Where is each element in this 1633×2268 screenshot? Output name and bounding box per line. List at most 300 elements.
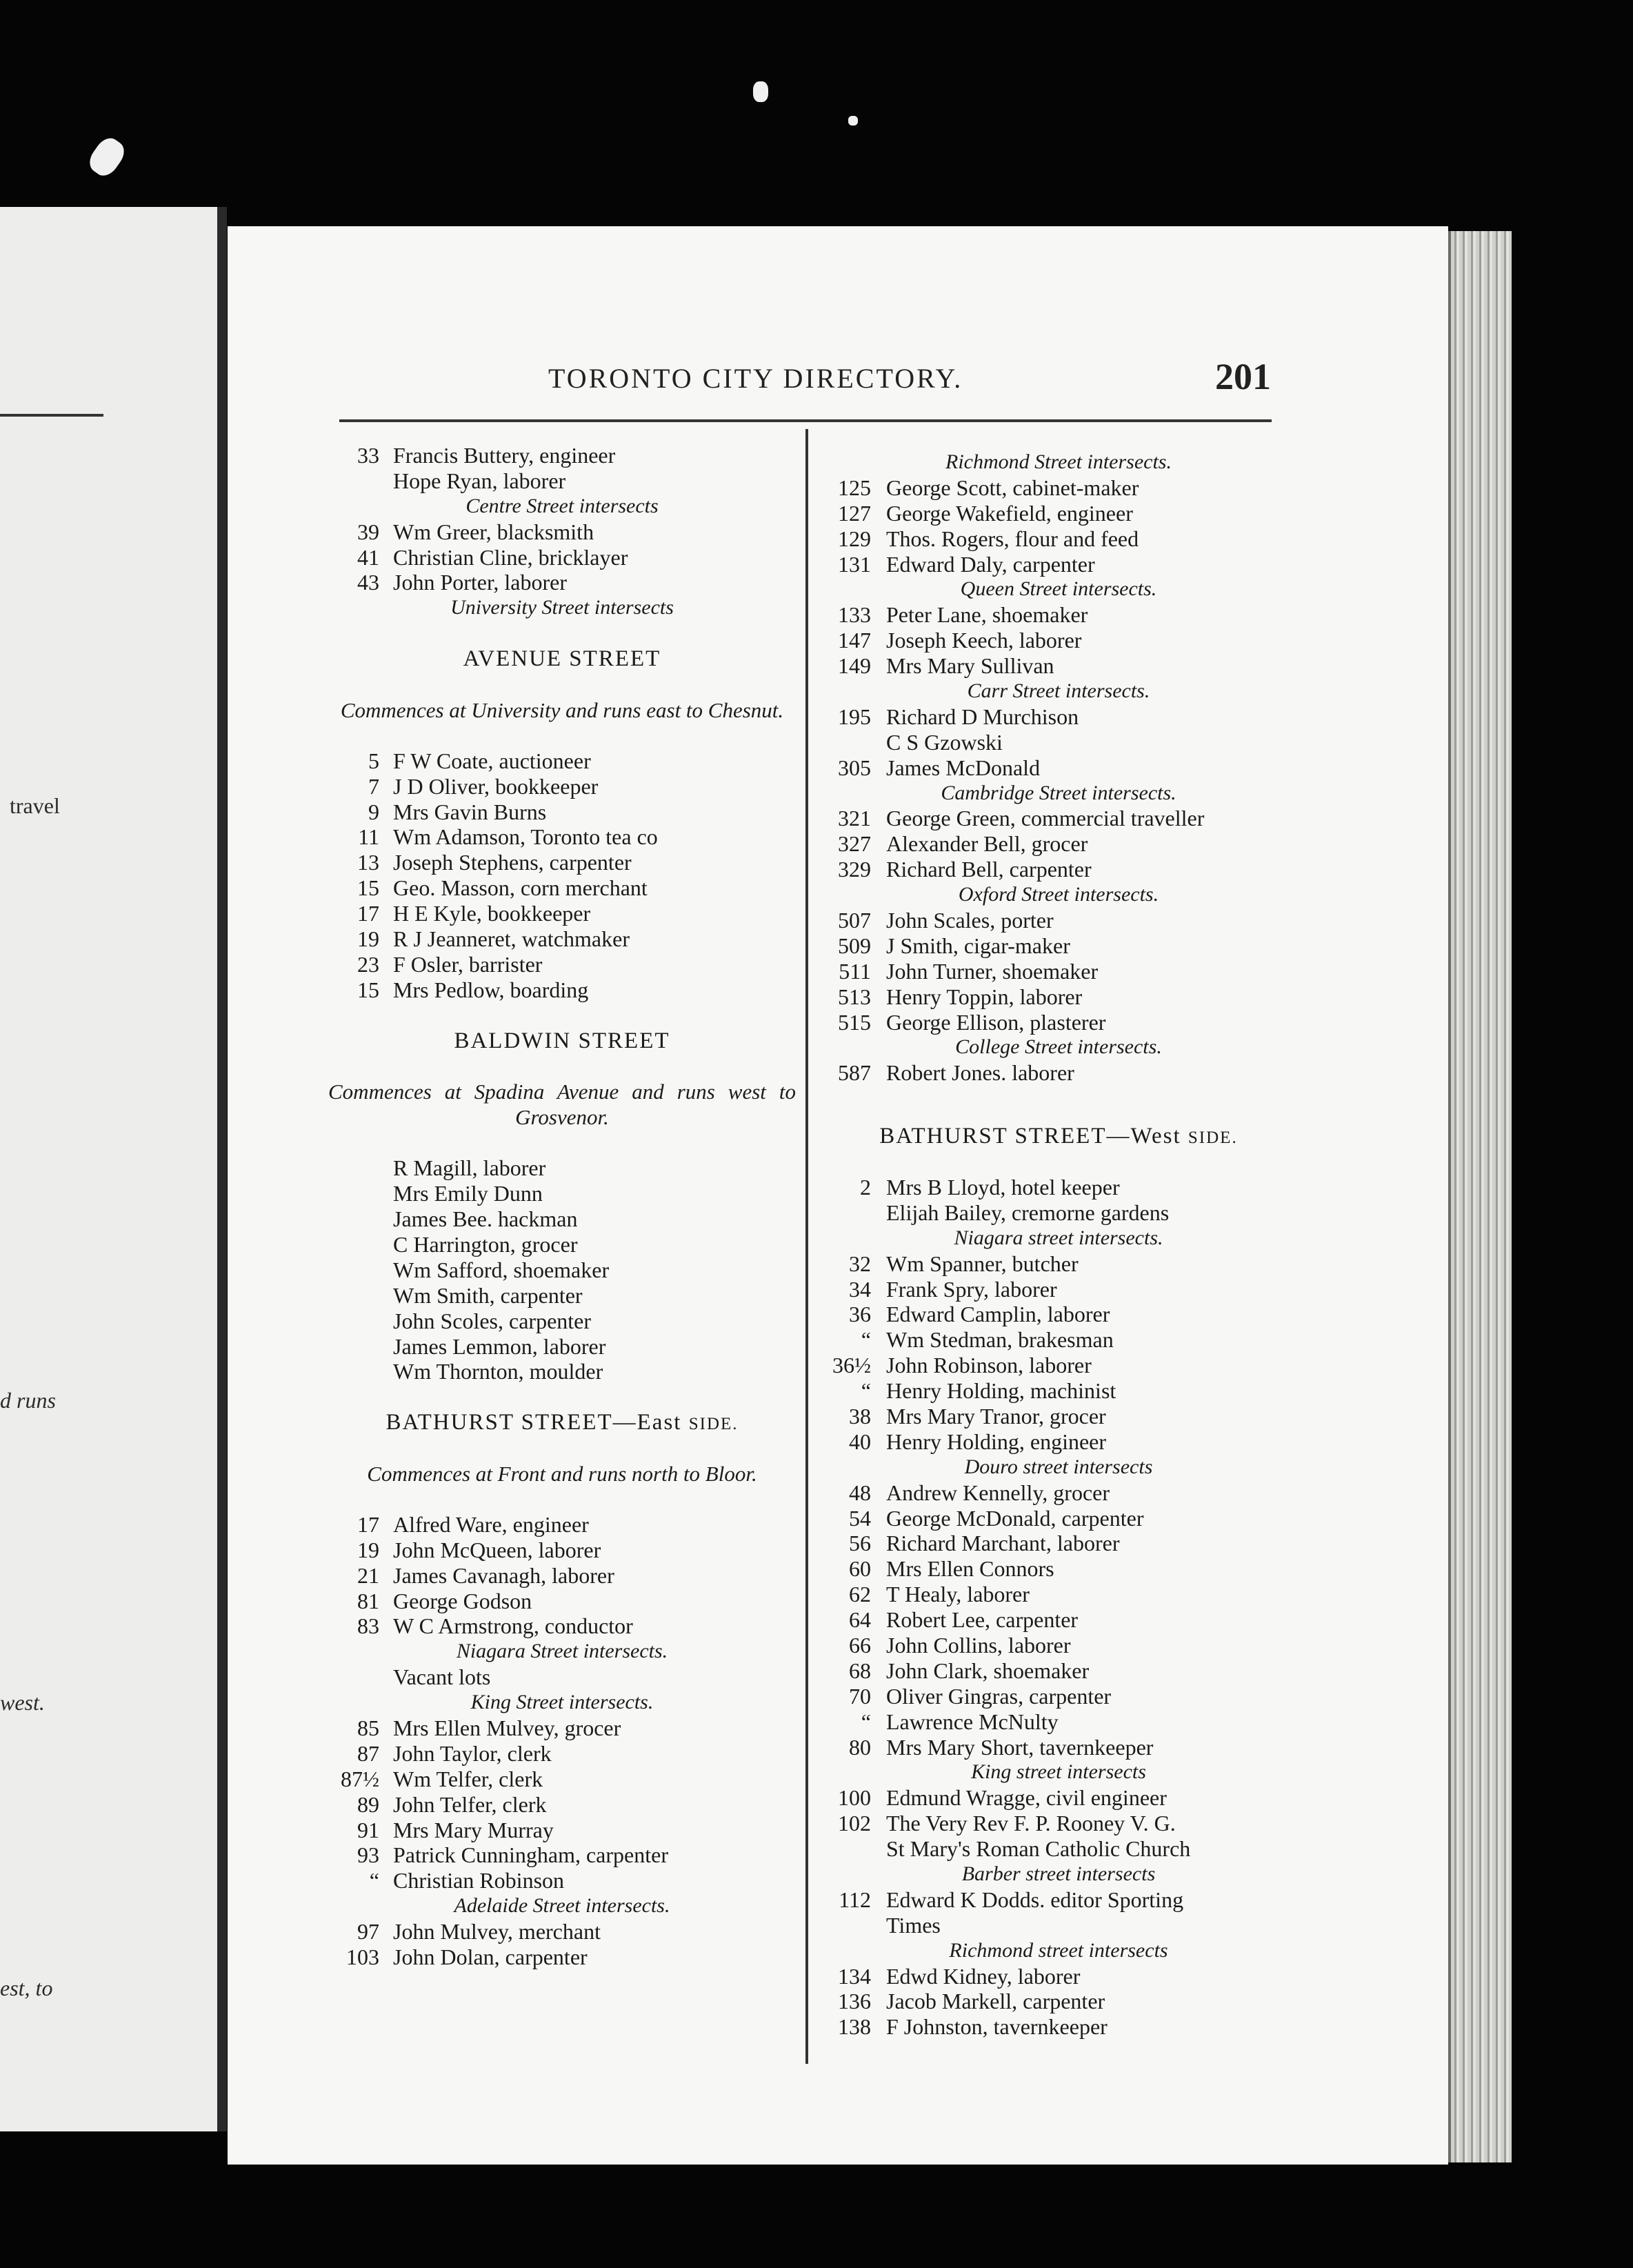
resident-name: George Godson <box>393 1588 532 1613</box>
directory-entry <box>817 1378 1300 1404</box>
house-number: 305 <box>838 755 871 780</box>
resident-name: Christian Robinson <box>393 1868 565 1893</box>
street-description: Commences at Spadina Avenue and runs west to Grosvenor. <box>328 1080 796 1130</box>
house-number: 40 <box>849 1429 871 1454</box>
house-number: 23 <box>357 951 379 977</box>
resident-name: Elijah Bailey, cremorne gardens <box>886 1200 1170 1225</box>
resident-name: Hope Ryan, laborer <box>393 468 566 493</box>
directory-entry <box>324 1767 800 1792</box>
resident-name: C S Gzowski <box>886 729 1003 755</box>
directory-entry <box>324 519 800 545</box>
house-number: 147 <box>838 628 871 653</box>
spacer <box>324 1130 800 1155</box>
directory-entry <box>817 933 1300 959</box>
resident-name: John McQueen, laborer <box>393 1537 601 1562</box>
house-number: 136 <box>838 1989 871 2014</box>
house-number: 327 <box>838 831 871 857</box>
resident-name: Mrs Mary Tranor, grocer <box>886 1403 1106 1429</box>
house-number: 33 <box>357 443 379 468</box>
intersection-note: Barber street intersects <box>961 1862 1156 1885</box>
directory-entry <box>324 1155 800 1181</box>
resident-name: F W Coate, auctioneer <box>393 748 591 773</box>
intersection-note: King street intersects <box>971 1760 1146 1784</box>
directory-entry <box>324 1181 800 1206</box>
resident-name: Times <box>886 1912 941 1938</box>
resident-name: George Scott, cabinet-maker <box>886 475 1139 500</box>
resident-name: H E Kyle, bookkeeper <box>393 901 591 926</box>
house-number: 83 <box>357 1613 379 1639</box>
directory-entry <box>324 1792 800 1818</box>
house-number: “ <box>369 1868 379 1893</box>
directory-entry <box>817 552 1300 577</box>
house-number: 511 <box>839 958 871 984</box>
directory-entry <box>324 1512 800 1538</box>
house-number: 149 <box>838 653 871 679</box>
resident-name: George Green, commercial traveller <box>886 806 1205 831</box>
house-number: 93 <box>357 1842 379 1868</box>
resident-name: John Taylor, clerk <box>393 1740 552 1766</box>
resident-name: The Very Rev F. P. Rooney V. G. <box>886 1811 1176 1836</box>
house-number: 36 <box>849 1302 871 1327</box>
resident-name: John Porter, laborer <box>393 570 567 595</box>
house-number: 70 <box>849 1683 871 1709</box>
intersection-note: Richmond street intersects <box>949 1938 1168 1962</box>
resident-name: Alfred Ware, engineer <box>393 1511 589 1537</box>
house-number: 87½ <box>341 1766 379 1791</box>
directory-entry <box>817 602 1300 628</box>
directory-entry <box>817 501 1300 526</box>
house-number: 38 <box>849 1403 871 1429</box>
directory-entry <box>817 1531 1300 1556</box>
directory-entry <box>817 1327 1300 1353</box>
directory-entry <box>817 1556 1300 1582</box>
resident-name: Richard Bell, carpenter <box>886 857 1092 882</box>
street-heading <box>817 1124 1300 1149</box>
resident-name: John Scales, porter <box>886 908 1054 933</box>
house-number: 13 <box>357 850 379 875</box>
house-number: 11 <box>358 824 379 850</box>
resident-name: J D Oliver, bookkeeper <box>393 773 599 799</box>
resident-name: John Scoles, carpenter <box>393 1308 592 1333</box>
spacer <box>817 1149 1300 1175</box>
intersection-note: Niagara street intersects. <box>954 1226 1163 1249</box>
resident-name: Richard Marchant, laborer <box>886 1531 1120 1556</box>
resident-name: John Mulvey, merchant <box>393 1919 601 1944</box>
spacer <box>817 1111 1300 1124</box>
house-number: 41 <box>357 544 379 570</box>
intersection-note: University Street intersects <box>450 596 674 619</box>
house-number: “ <box>861 1709 871 1734</box>
resident-name: Wm Spanner, butcher <box>886 1251 1079 1276</box>
resident-name: Patrick Cunningham, carpenter <box>393 1842 668 1868</box>
directory-entry <box>817 475 1300 501</box>
resident-name: Wm Greer, blacksmith <box>393 519 594 544</box>
house-number: 60 <box>849 1556 871 1582</box>
house-number: 17 <box>357 1511 379 1537</box>
house-number: 133 <box>838 602 871 628</box>
directory-entry <box>817 1175 1300 1200</box>
directory-entry <box>324 774 800 799</box>
directory-entry <box>324 1842 800 1868</box>
house-number: 36½ <box>832 1353 871 1378</box>
directory-entry <box>817 1989 1300 2014</box>
house-number: 7 <box>368 773 379 799</box>
directory-entry <box>324 1232 800 1257</box>
spacer <box>324 1486 800 1512</box>
spacer <box>324 621 800 646</box>
street-description: Commences at University and runs east to Chesnut. <box>340 697 784 722</box>
resident-name: Robert Jones. laborer <box>886 1060 1074 1086</box>
house-number: 56 <box>849 1531 871 1556</box>
left-fragment: d runs <box>0 1388 56 1413</box>
intersection-note: Queen Street intersects. <box>960 577 1157 601</box>
house-number: 509 <box>838 933 871 958</box>
resident-name: John Collins, laborer <box>886 1632 1071 1658</box>
resident-name: Joseph Keech, laborer <box>886 628 1082 653</box>
resident-name: R J Jeanneret, watchmaker <box>393 926 630 952</box>
house-number: 131 <box>838 551 871 577</box>
intersection-note: Centre Street intersects <box>465 494 659 517</box>
directory-entry <box>817 755 1300 781</box>
street-description: Commences at Front and runs north to Bloor. <box>367 1461 757 1486</box>
directory-entry <box>324 952 800 977</box>
street-heading-side: SIDE. <box>688 1415 739 1434</box>
right-column <box>817 450 1300 2040</box>
resident-name: Thos. Rogers, flour and feed <box>886 526 1139 551</box>
resident-name: F Osler, barrister <box>393 951 543 977</box>
directory-entry <box>324 545 800 570</box>
directory-entry <box>324 1563 800 1589</box>
directory-entry <box>324 850 800 875</box>
house-number: 85 <box>357 1715 379 1740</box>
resident-name: Geo. Masson, corn merchant <box>393 875 648 901</box>
resident-name: Edmund Wragge, civil engineer <box>886 1785 1167 1811</box>
directory-entry <box>817 984 1300 1010</box>
resident-name: Mrs Ellen Mulvey, grocer <box>393 1715 621 1740</box>
directory-entry <box>817 2014 1300 2040</box>
resident-name: Alexander Bell, grocer <box>886 831 1088 857</box>
house-number: 62 <box>849 1582 871 1607</box>
resident-name: T Healy, laborer <box>886 1582 1030 1607</box>
house-number: 15 <box>357 875 379 901</box>
house-number: 39 <box>357 519 379 544</box>
resident-name: R Magill, laborer <box>393 1155 546 1181</box>
resident-name: Mrs Pedlow, boarding <box>393 977 589 1002</box>
directory-entry <box>324 1257 800 1283</box>
resident-name: W C Armstrong, conductor <box>393 1613 633 1639</box>
resident-name: Mrs B Lloyd, hotel keeper <box>886 1174 1120 1200</box>
intersection-note: Adelaide Street intersects. <box>454 1894 670 1918</box>
directory-entry <box>817 1277 1300 1302</box>
street-heading <box>324 646 800 672</box>
house-number: 87 <box>357 1740 379 1766</box>
directory-entry <box>817 908 1300 933</box>
directory-entry <box>817 1582 1300 1607</box>
resident-name: John Dolan, carpenter <box>393 1944 588 1969</box>
resident-name: Mrs Gavin Burns <box>393 799 547 824</box>
house-number: 2 <box>860 1174 871 1200</box>
left-fragment: est, to <box>0 1976 53 2000</box>
house-number: 100 <box>838 1785 871 1811</box>
resident-name: James Bee. hackman <box>393 1206 578 1232</box>
resident-name: James McDonald <box>886 755 1041 780</box>
house-number: 89 <box>357 1791 379 1817</box>
resident-name: Mrs Ellen Connors <box>886 1556 1054 1582</box>
directory-entry <box>324 468 800 494</box>
house-number: 17 <box>357 901 379 926</box>
directory-entry <box>324 977 800 1003</box>
directory-entry <box>324 926 800 952</box>
resident-name: Wm Telfer, clerk <box>393 1766 543 1791</box>
resident-name: Wm Thornton, moulder <box>393 1359 603 1384</box>
house-number: 195 <box>838 704 871 729</box>
house-number: 97 <box>357 1919 379 1944</box>
spacer <box>324 672 800 697</box>
directory-entry <box>817 628 1300 653</box>
house-number: “ <box>861 1378 871 1404</box>
resident-name: Lawrence McNulty <box>886 1709 1059 1734</box>
resident-name: Vacant lots <box>393 1664 491 1690</box>
house-number: 48 <box>849 1480 871 1505</box>
directory-entry <box>324 1919 800 1944</box>
resident-name: Mrs Mary Short, tavernkeeper <box>886 1734 1154 1760</box>
resident-name: St Mary's Roman Catholic Church <box>886 1836 1191 1862</box>
directory-entry <box>324 1283 800 1309</box>
directory-entry <box>324 570 800 595</box>
house-number: 5 <box>368 748 379 773</box>
house-number: 68 <box>849 1658 871 1683</box>
directory-entry <box>817 1251 1300 1277</box>
house-number: 19 <box>357 1537 379 1562</box>
house-number: 507 <box>838 908 871 933</box>
header-rule <box>339 419 1272 422</box>
directory-entry <box>817 730 1300 755</box>
spacer <box>324 1053 800 1079</box>
house-number: 515 <box>838 1009 871 1035</box>
street-heading-text: BALDWIN STREET <box>454 1028 670 1053</box>
resident-name: Frank Spry, laborer <box>886 1276 1057 1302</box>
resident-name: Mrs Emily Dunn <box>393 1181 543 1206</box>
directory-entry <box>817 1429 1300 1455</box>
resident-name: James Lemmon, laborer <box>393 1333 606 1359</box>
resident-name: Wm Safford, shoemaker <box>393 1257 610 1282</box>
column-divider <box>805 429 808 2064</box>
directory-entry <box>817 526 1300 552</box>
page-header-title: TORONTO CITY DIRECTORY. <box>548 363 963 394</box>
street-heading <box>324 1028 800 1054</box>
street-heading-text: BATHURST STREET—East <box>385 1410 689 1435</box>
intersection-note: Niagara Street intersects. <box>456 1640 668 1663</box>
directory-entry <box>324 1613 800 1639</box>
house-number: 91 <box>357 1817 379 1842</box>
directory-entry <box>817 806 1300 831</box>
street-heading <box>324 1410 800 1435</box>
directory-entry <box>817 831 1300 857</box>
street-heading-side: SIDE. <box>1188 1128 1238 1148</box>
directory-entry <box>817 1353 1300 1378</box>
dust-mark <box>848 116 858 126</box>
house-number: 80 <box>849 1734 871 1760</box>
house-number: 21 <box>357 1562 379 1588</box>
left-fragment: travel <box>10 793 60 818</box>
resident-name: Francis Buttery, engineer <box>393 443 616 468</box>
directory-entry <box>324 824 800 850</box>
house-number: 587 <box>838 1060 871 1086</box>
resident-name: John Telfer, clerk <box>393 1791 547 1817</box>
intersection-note: Richmond Street intersects. <box>945 450 1172 473</box>
intersection-note: Oxford Street intersects. <box>958 883 1159 906</box>
house-number: 19 <box>357 926 379 952</box>
intersection-note: Cambridge Street intersects. <box>941 781 1176 804</box>
directory-entry <box>324 1589 800 1614</box>
resident-name: George McDonald, carpenter <box>886 1505 1144 1531</box>
street-heading-text: BATHURST STREET—West <box>879 1124 1188 1149</box>
left-column <box>324 443 800 1970</box>
directory-entry <box>324 1741 800 1767</box>
intersection-note: College Street intersects. <box>955 1035 1162 1059</box>
directory-entry <box>817 1506 1300 1531</box>
intersection-note: King Street intersects. <box>470 1691 654 1714</box>
street-heading-text: AVENUE STREET <box>463 646 661 672</box>
spacer <box>324 723 800 748</box>
directory-entry <box>324 1818 800 1843</box>
house-number: 125 <box>838 475 871 500</box>
resident-name: Robert Lee, carpenter <box>886 1607 1079 1633</box>
left-fragment: west. <box>0 1690 45 1715</box>
resident-name: John Robinson, laborer <box>886 1353 1092 1378</box>
resident-name: Oliver Gingras, carpenter <box>886 1683 1112 1709</box>
directory-entry <box>324 1206 800 1232</box>
directory-entry <box>817 1735 1300 1760</box>
directory-entry <box>817 1836 1300 1862</box>
resident-name: John Turner, shoemaker <box>886 958 1099 984</box>
intersection-note: Douro street intersects <box>964 1455 1153 1478</box>
house-number: 34 <box>849 1276 871 1302</box>
resident-name: Mrs Mary Sullivan <box>886 653 1054 679</box>
directory-entry <box>817 1302 1300 1327</box>
resident-name: Wm Stedman, brakesman <box>886 1327 1114 1353</box>
resident-name: Jacob Markell, carpenter <box>886 1989 1105 2014</box>
spacer <box>324 1435 800 1461</box>
directory-entry <box>817 1684 1300 1709</box>
resident-name: C Harrington, grocer <box>393 1231 578 1257</box>
directory-entry <box>817 1480 1300 1506</box>
house-number: 54 <box>849 1505 871 1531</box>
directory-entry <box>324 1944 800 1970</box>
directory-entry <box>324 1715 800 1741</box>
left-page-rule <box>0 414 103 417</box>
directory-entry <box>324 875 800 901</box>
resident-name: Edward K Dodds. editor Sporting <box>886 1887 1184 1912</box>
house-number: 127 <box>838 500 871 526</box>
resident-name: John Clark, shoemaker <box>886 1658 1090 1683</box>
house-number: 102 <box>838 1811 871 1836</box>
resident-name: Wm Adamson, Toronto tea co <box>393 824 658 850</box>
directory-entry <box>817 1633 1300 1658</box>
dust-mark <box>85 134 129 181</box>
resident-name: Wm Smith, carpenter <box>393 1282 583 1308</box>
spacer <box>817 1086 1300 1111</box>
directory-entry <box>817 1709 1300 1735</box>
directory-entry <box>324 799 800 825</box>
resident-name: Christian Cline, bricklayer <box>393 544 628 570</box>
resident-name: Richard D Murchison <box>886 704 1079 729</box>
directory-entry <box>817 1060 1300 1086</box>
house-number: 15 <box>357 977 379 1002</box>
left-page <box>0 207 227 2131</box>
directory-entry <box>324 1334 800 1360</box>
directory-entry <box>817 1887 1300 1913</box>
resident-name: J Smith, cigar-maker <box>886 933 1070 958</box>
resident-name: Edward Camplin, laborer <box>886 1302 1110 1327</box>
resident-name: Edward Daly, carpenter <box>886 551 1095 577</box>
page-number: 201 <box>1215 356 1271 397</box>
directory-entry <box>324 1309 800 1334</box>
house-number: 112 <box>839 1887 871 1912</box>
house-number: 329 <box>838 857 871 882</box>
house-number: 134 <box>838 1963 871 1989</box>
house-number: 66 <box>849 1632 871 1658</box>
house-number: 32 <box>849 1251 871 1276</box>
directory-entry <box>817 1811 1300 1836</box>
directory-entry <box>817 959 1300 984</box>
directory-entry <box>817 1658 1300 1684</box>
directory-entry <box>324 901 800 926</box>
directory-entry <box>324 1538 800 1563</box>
directory-entry <box>324 1664 800 1690</box>
resident-name: James Cavanagh, laborer <box>393 1562 614 1588</box>
house-number: 81 <box>357 1588 379 1613</box>
house-number: 64 <box>849 1607 871 1633</box>
resident-name: F Johnston, tavernkeeper <box>886 2014 1108 2040</box>
house-number: 129 <box>838 526 871 551</box>
directory-entry <box>817 1010 1300 1035</box>
spacer <box>324 1003 800 1028</box>
resident-name: George Wakefield, engineer <box>886 500 1133 526</box>
resident-name: Peter Lane, shoemaker <box>886 602 1088 628</box>
dust-mark <box>753 81 768 102</box>
resident-name: Joseph Stephens, carpenter <box>393 850 632 875</box>
house-number: 9 <box>368 799 379 824</box>
page-edge <box>1448 231 1512 2162</box>
resident-name: Henry Toppin, laborer <box>886 984 1083 1009</box>
intersection-note: Carr Street intersects. <box>967 679 1150 703</box>
house-number: 43 <box>357 570 379 595</box>
directory-entry <box>817 1913 1300 1938</box>
directory-entry <box>324 443 800 468</box>
house-number: 513 <box>838 984 871 1009</box>
resident-name: Henry Holding, engineer <box>886 1429 1107 1454</box>
directory-entry <box>817 1607 1300 1633</box>
resident-name: George Ellison, plasterer <box>886 1009 1106 1035</box>
resident-name: Andrew Kennelly, grocer <box>886 1480 1110 1505</box>
directory-entry <box>817 704 1300 730</box>
house-number: 103 <box>346 1944 379 1969</box>
directory-entry <box>817 857 1300 882</box>
house-number: 321 <box>838 806 871 831</box>
directory-entry <box>817 1200 1300 1226</box>
directory-entry <box>817 653 1300 679</box>
resident-name: Edwd Kidney, laborer <box>886 1963 1081 1989</box>
directory-entry <box>817 1964 1300 1989</box>
house-number: 138 <box>838 2014 871 2040</box>
directory-entry <box>324 748 800 774</box>
directory-entry <box>324 1359 800 1384</box>
house-number: “ <box>861 1327 871 1353</box>
resident-name: Henry Holding, machinist <box>886 1378 1116 1404</box>
directory-entry <box>817 1785 1300 1811</box>
directory-entry <box>324 1868 800 1893</box>
